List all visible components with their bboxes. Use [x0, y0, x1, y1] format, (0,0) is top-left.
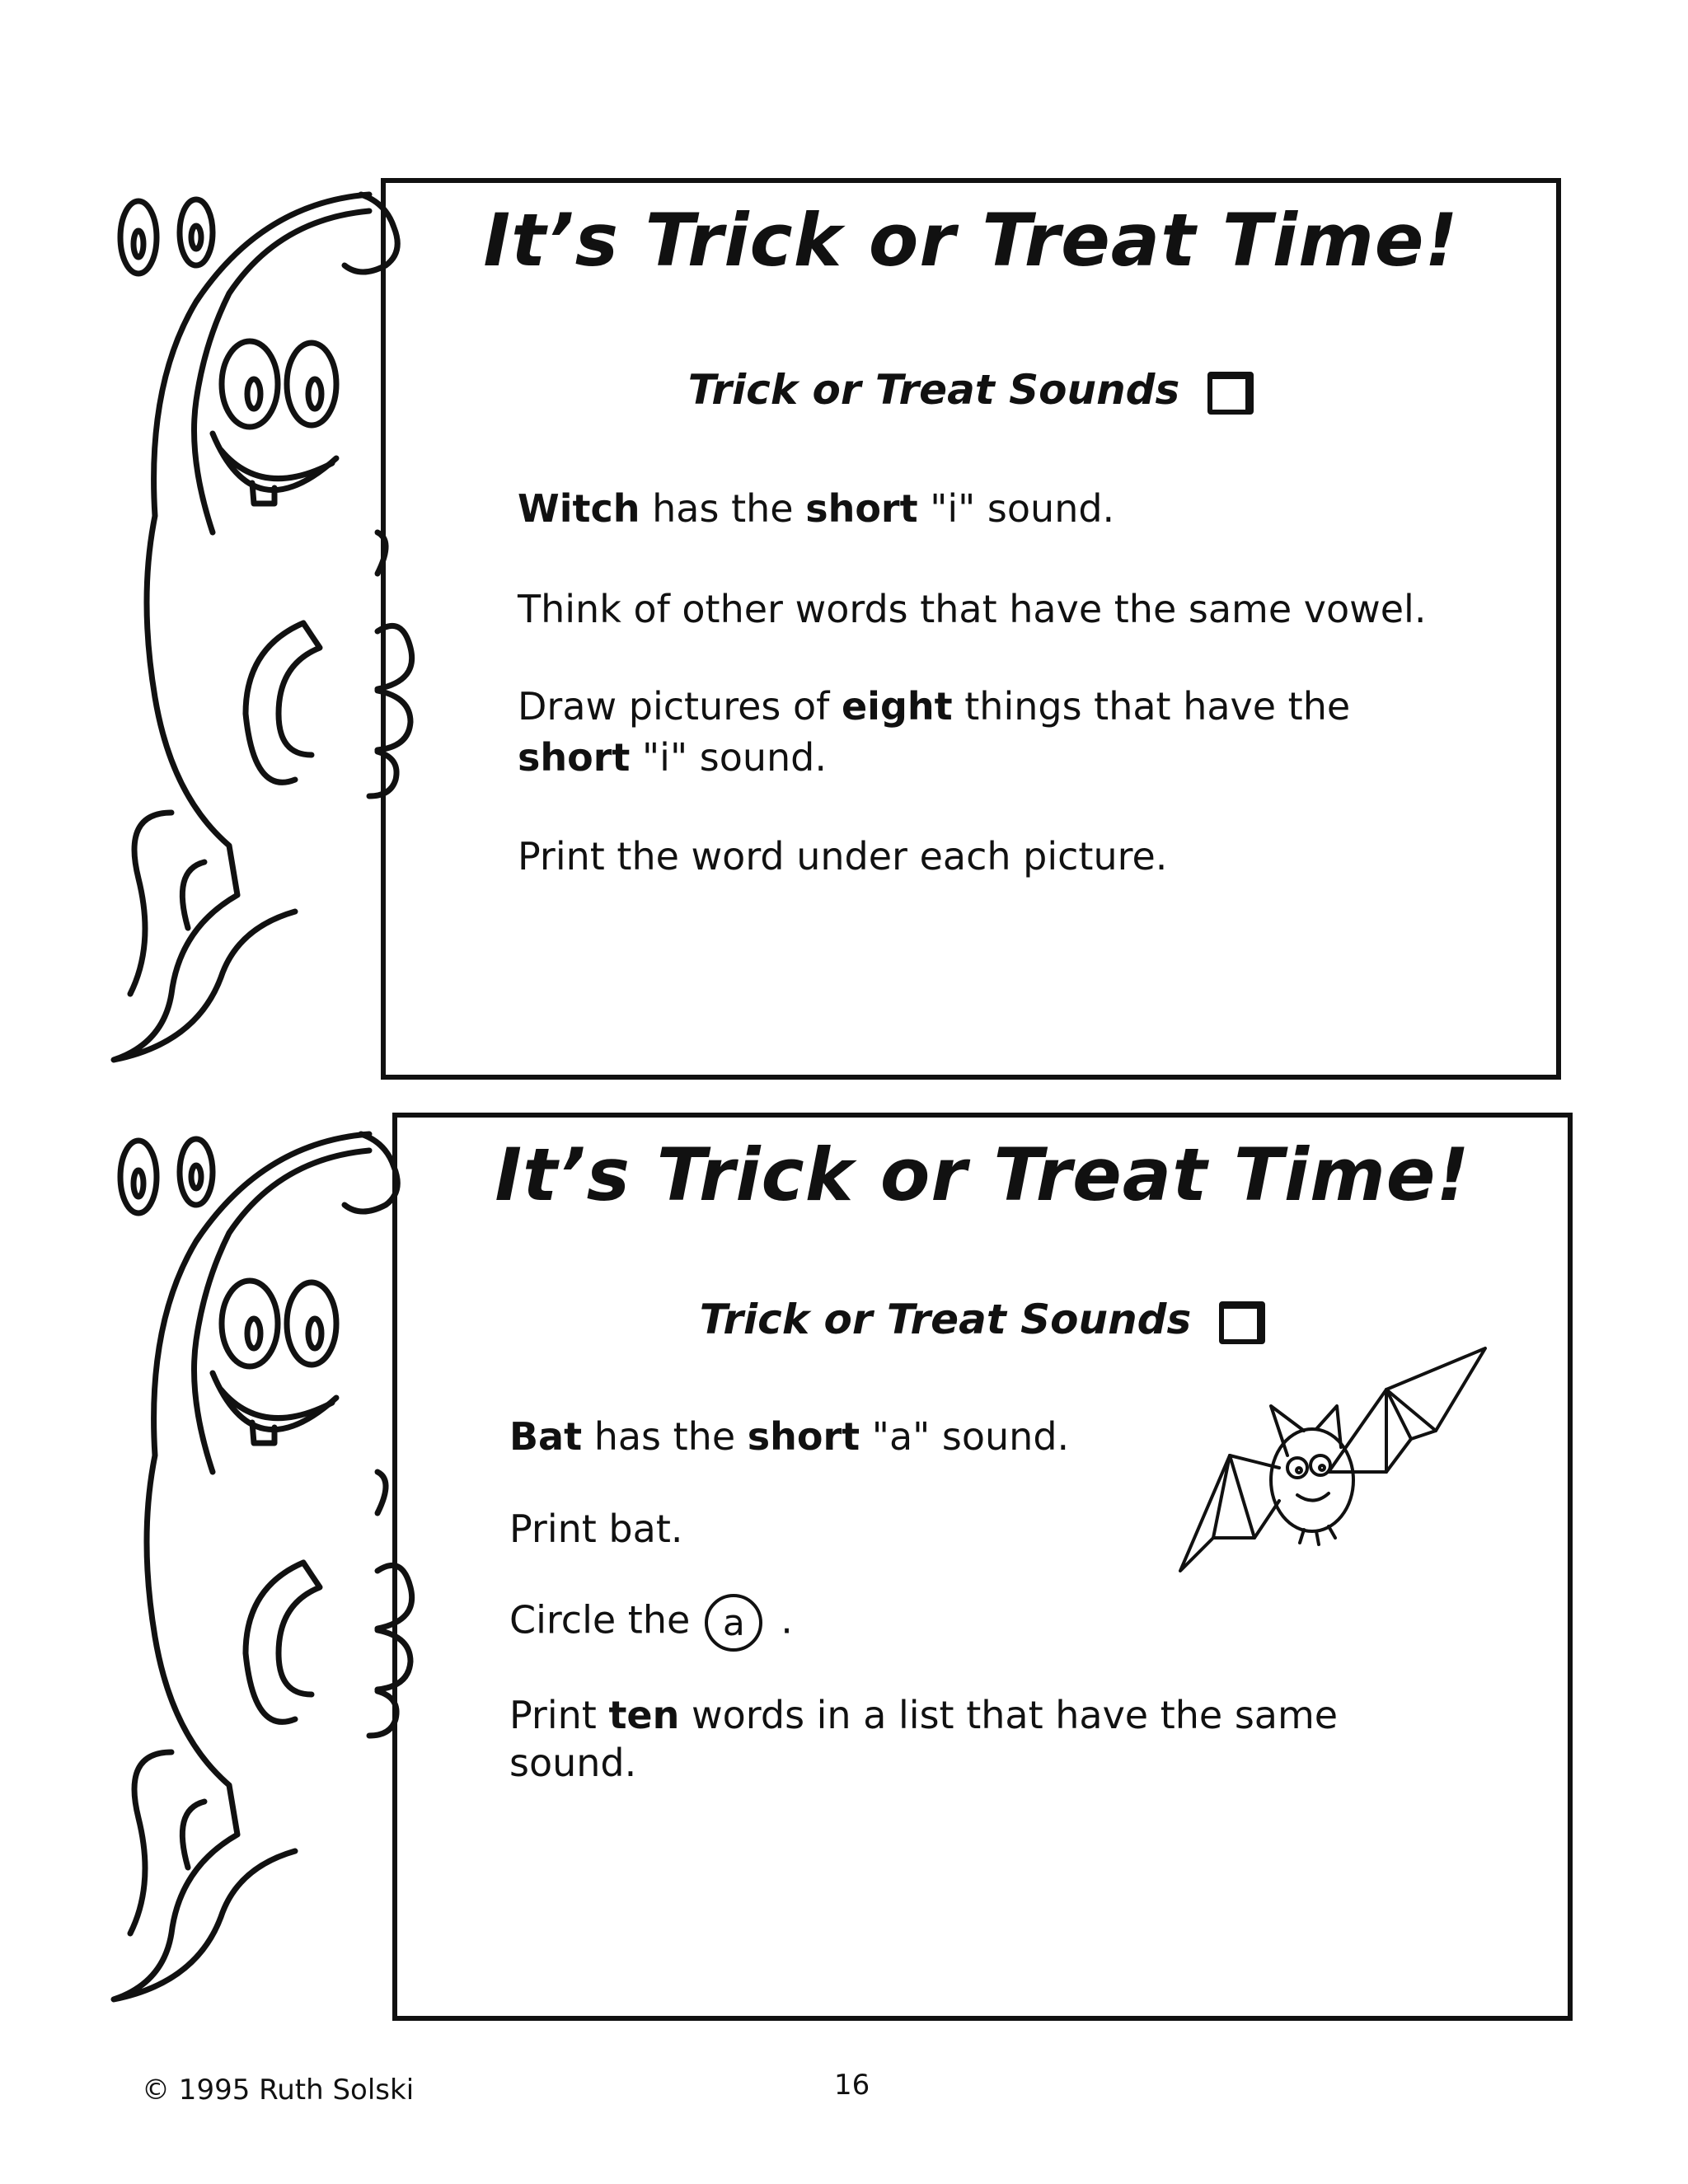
card-subtitle-row [386, 366, 1556, 415]
card-subtitle: Trick or Treat Sounds [699, 1296, 1192, 1343]
bat-illustration [1139, 1332, 1518, 1596]
card-subtitle: Trick or Treat Sounds [687, 366, 1180, 414]
activity-card-bottom [392, 1113, 1573, 2021]
instruction-line: short "i" sound. [518, 735, 827, 780]
instruction-line: Think of other words that have the same vowel. [518, 587, 1427, 631]
instruction-line: Print the word under each picture. [518, 834, 1168, 879]
card-title: It’s Trick or Treat Time! [495, 1132, 1470, 1217]
instruction-line: Print bat. [509, 1507, 683, 1551]
instruction-line: Draw pictures of eight things that have the [518, 684, 1351, 729]
ghost-illustration-bottom [106, 1126, 452, 2016]
page-number: 16 [834, 2069, 870, 2102]
card-title: It’s Trick or Treat Time! [483, 198, 1459, 283]
instruction-line: Witch has the short "i" sound. [518, 486, 1115, 531]
activity-card-top [381, 178, 1561, 1080]
ghost-illustration-top [106, 186, 452, 1076]
instruction-line: Bat has the short "a" sound. [509, 1414, 1070, 1459]
copyright-notice: © 1995 Ruth Solski [142, 2074, 415, 2107]
completion-checkbox[interactable] [1207, 372, 1254, 415]
circled-letter: a [705, 1594, 762, 1652]
instruction-line: Print ten words in a list that have the same [509, 1693, 1339, 1737]
instruction-line: Circle the a . [509, 1594, 793, 1652]
instruction-line: sound. [509, 1741, 637, 1785]
